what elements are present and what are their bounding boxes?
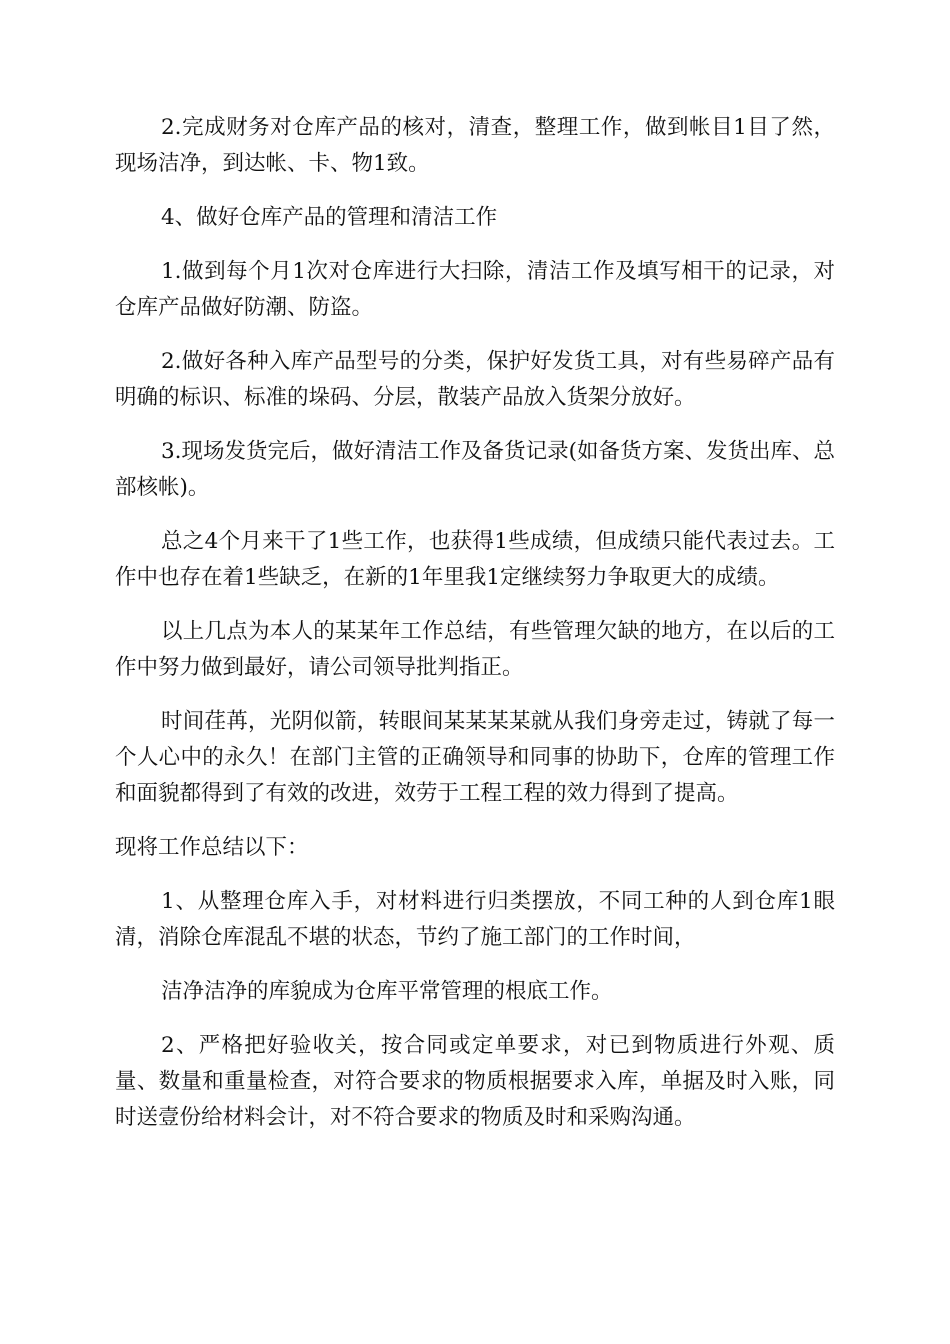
paragraph-summary: 总之4个月来干了1些工作，也获得1些成绩，但成绩只能代表过去。工作中也存在着1些缺乏，在新的1年里我1定继续努力争取更大的成绩。 (115, 529, 835, 590)
document-body (115, 110, 835, 1154)
paragraph-summary-intro: 现将工作总结以下： (115, 835, 309, 860)
paragraph-clean-appearance: 洁净洁净的库貌成为仓库平常管理的根底工作。 (161, 979, 613, 1004)
paragraph-section-4-heading: 4、做好仓库产品的管理和清洁工作 (161, 205, 498, 230)
paragraph-product-classification: 2.做好各种入库产品型号的分类，保护好发货工具，对有些易碎产品有明确的标识、标准的垛码、分层，散装产品放入货架分放好。 (115, 349, 835, 410)
paragraph-strict-inspection: 2、严格把好验收关，按合同或定单要求，对已到物质进行外观、质量、数量和重量检查，对符合要求的物质根据要求入库，单据及时入账，同时送壹份给材料会计，对不符合要求的物质及时和采购沟通。 (115, 1033, 835, 1130)
paragraph-conclusion: 以上几点为本人的某某年工作总结，有些管理欠缺的地方，在以后的工作中努力做到最好，请公司领导批判指正。 (115, 619, 835, 680)
paragraph-finance-check: 2.完成财务对仓库产品的核对，清查，整理工作，做到帐目1目了然，现场洁净，到达帐、卡、物1致。 (115, 115, 835, 176)
paragraph-after-shipping: 3.现场发货完后，做好清洁工作及备货记录(如备货方案、发货出库、总部核帐)。 (115, 439, 835, 500)
paragraph-organize-warehouse: 1、从整理仓库入手，对材料进行归类摆放，不同工种的人到仓库1眼清，消除仓库混乱不堪的状态，节约了施工部门的工作时间， (115, 889, 835, 950)
paragraph-time-flies: 时间荏苒，光阴似箭，转眼间某某某某就从我们身旁走过，铸就了每一个人心中的永久！在部门主管的正确领导和同事的协助下，仓库的管理工作和面貌都得到了有效的改进，效劳于工程工程的效力得到了提高。 (115, 709, 835, 806)
paragraph-monthly-cleaning: 1.做到每个月1次对仓库进行大扫除，清洁工作及填写相干的记录，对仓库产品做好防潮、防盗。 (115, 259, 835, 320)
